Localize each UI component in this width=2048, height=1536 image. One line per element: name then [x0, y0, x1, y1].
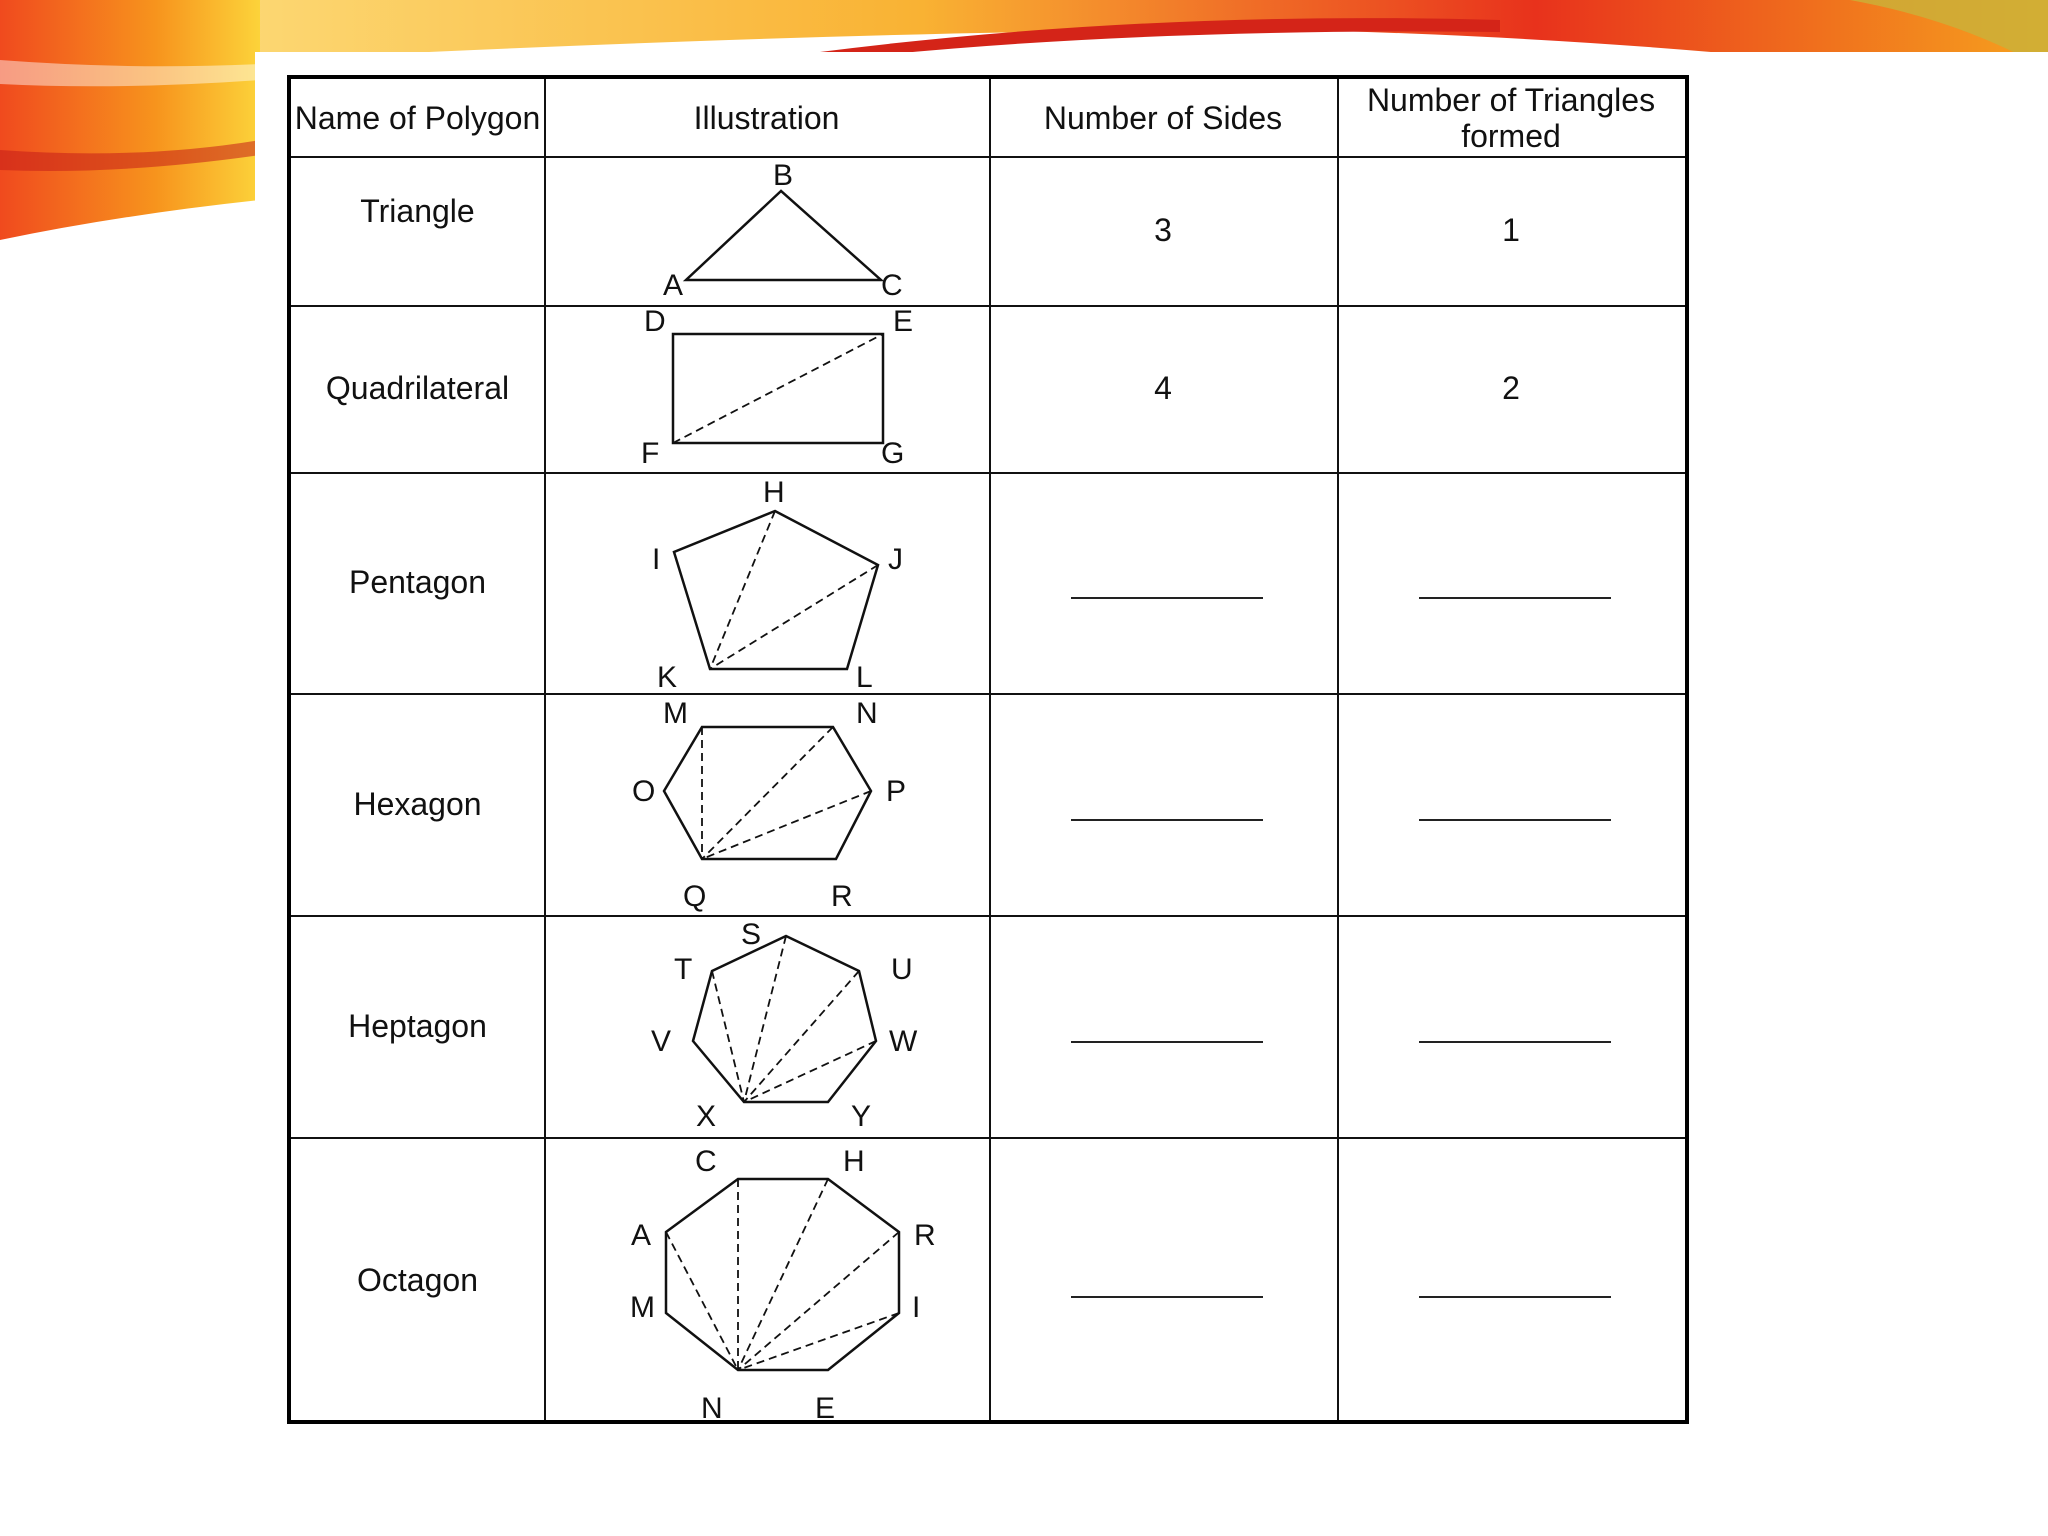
vertex-label: L — [856, 661, 873, 694]
vertex-label: O — [632, 775, 656, 808]
polygon-name-quadrilateral: Quadrilateral — [325, 370, 510, 406]
vertex-label: U — [891, 953, 913, 986]
vertex-label: E — [815, 1392, 836, 1420]
vertex-label: F — [641, 437, 660, 470]
vertex-label: H — [843, 1145, 865, 1178]
vertex-label: M — [630, 1291, 655, 1324]
polygon-table — [287, 75, 1689, 1424]
triangles-triangle: 1 — [1502, 212, 1520, 248]
vertex-label: M — [663, 697, 688, 730]
polygon-name-octagon: Octagon — [357, 1262, 478, 1298]
vertex-label: I — [912, 1291, 921, 1324]
sides-triangle: 3 — [1154, 212, 1172, 248]
vertex-label: N — [701, 1392, 723, 1420]
vertex-label: Y — [851, 1100, 872, 1133]
header-illustration: Illustration — [693, 99, 840, 136]
vertex-label: V — [651, 1025, 672, 1058]
vertex-label: X — [696, 1100, 717, 1133]
vertex-label: T — [674, 953, 693, 986]
vertex-label: H — [763, 476, 785, 509]
polygon-name-heptagon: Heptagon — [348, 1007, 487, 1044]
heptagon-diagram — [651, 918, 918, 1133]
vertex-label: S — [741, 918, 762, 951]
vertex-label: W — [889, 1025, 918, 1058]
vertex-label: G — [881, 437, 905, 470]
vertex-label: B — [773, 159, 794, 192]
triangle-diagram — [663, 159, 903, 302]
octagon-diagram — [630, 1145, 936, 1420]
polygon-name-pentagon: Pentagon — [348, 564, 486, 600]
vertex-label: D — [644, 305, 666, 338]
vertex-label: I — [652, 543, 661, 576]
header-name-of-polygon: Name of Polygon — [294, 99, 541, 136]
vertex-label: C — [695, 1145, 717, 1178]
sides-quadrilateral: 4 — [1154, 370, 1172, 406]
vertex-label: Q — [683, 880, 707, 913]
vertex-label: A — [663, 269, 684, 302]
vertex-label: K — [657, 661, 678, 694]
quadrilateral-diagram — [641, 305, 913, 470]
vertex-label: E — [893, 305, 914, 338]
header-number-of-triangles: Number of Triangles formed — [1366, 81, 1656, 154]
pentagon-diagram — [652, 476, 903, 694]
triangles-quadrilateral: 2 — [1502, 370, 1520, 406]
vertex-label: R — [914, 1219, 936, 1252]
vertex-label: R — [831, 880, 853, 913]
vertex-label: C — [881, 269, 903, 302]
vertex-label: N — [856, 697, 878, 730]
header-number-of-sides: Number of Sides — [1043, 99, 1283, 136]
polygon-name-hexagon: Hexagon — [353, 785, 482, 822]
vertex-label: A — [631, 1219, 652, 1252]
vertex-label: P — [886, 775, 907, 808]
vertex-label: J — [888, 543, 903, 576]
polygon-name-triangle: Triangle — [360, 192, 475, 229]
polygon-illustrations — [291, 79, 1685, 1420]
hexagon-diagram — [632, 697, 906, 913]
